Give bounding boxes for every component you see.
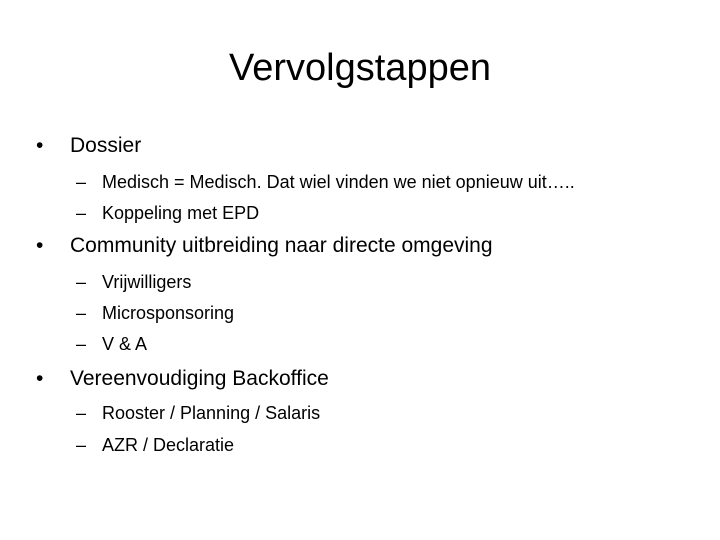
dash-icon: – [76, 334, 87, 354]
dash-icon: – [76, 172, 87, 192]
bullet-icon: • [36, 234, 44, 257]
slide-title: Vervolgstappen [229, 47, 491, 89]
sub-item-text: Microsponsoring [102, 303, 235, 323]
bullet-text: Vereenvoudiging Backoffice [70, 367, 329, 390]
dash-icon: – [76, 303, 87, 323]
dash-icon: – [76, 203, 87, 223]
sub-item-text: Vrijwilligers [102, 272, 192, 292]
sub-item-text: Medisch = Medisch. Dat wiel vinden we niet opnieuw uit….. [102, 172, 575, 192]
dash-icon: – [76, 403, 87, 423]
sub-item-text: Rooster / Planning / Salaris [102, 403, 321, 423]
bullet-text: Dossier [70, 134, 142, 157]
bullet-text: Community uitbreiding naar directe omgeving [70, 234, 493, 257]
bullet-icon: • [36, 134, 44, 157]
sub-item-text: Koppeling met EPD [102, 203, 260, 223]
sub-item-text: V & A [102, 334, 148, 354]
bullet-icon: • [36, 367, 44, 390]
dash-icon: – [76, 435, 87, 455]
dash-icon: – [76, 272, 87, 292]
sub-item-text: AZR / Declaratie [102, 435, 235, 455]
